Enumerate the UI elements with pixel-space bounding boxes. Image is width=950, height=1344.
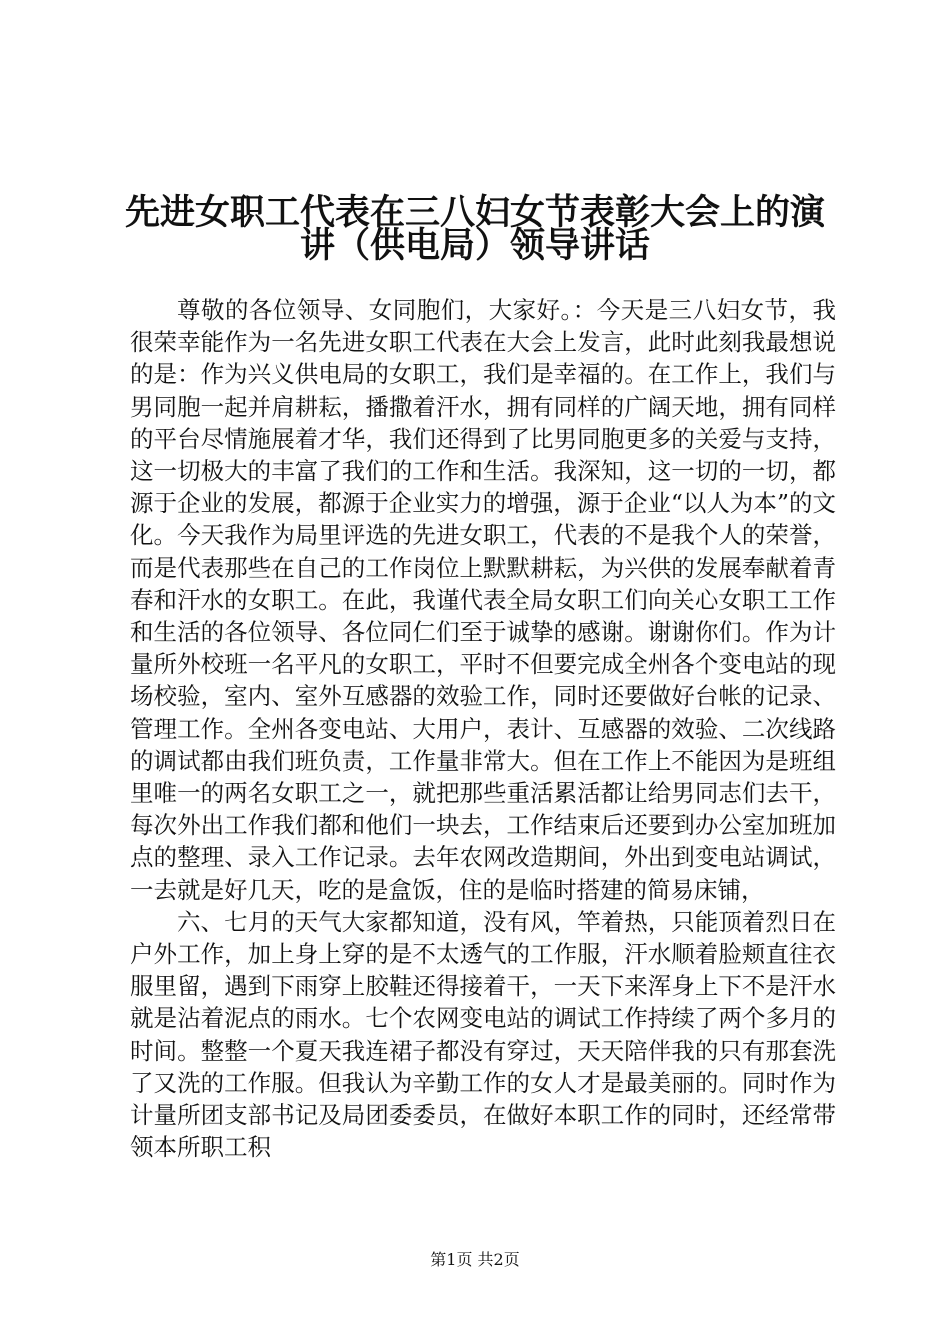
page-number-footer: 第1页 共2页	[430, 1250, 520, 1269]
body-paragraph-2: 六、七月的天气大家都知道，没有风，竿着热，只能顶着烈日在户外工作，加上身上穿的是不太透气的工作服，汗水顺着脸颊直往衣服里留，遇到下雨穿上胶鞋还得接着干，一天下来浑身上下不是汗水就是沾着泥点的雨水。七个农网变电站的调试工作持续了两个多月的时间。整整一个夏天我连裙子都没有穿过，天天陪伴我的只有那套洗了又洗的工作服。但我认为辛勤工作的女人才是最美丽的。同时作为计量所团支部书记及局团委委员，在做好本职工作的同时，还经常带领本所职工积	[130, 907, 836, 1162]
body-paragraph-1: 尊敬的各位领导、女同胞们，大家好。：今天是三八妇女节，我很荣幸能作为一名先进女职工代表在大会上发言，此时此刻我最想说的是：作为兴义供电局的女职工，我们是幸福的。在工作上，我们与男同胞一起并肩耕耘，播撒着汗水，拥有同样的广阔天地，拥有同样的平台尽情施展着才华，我们还得到了比男同胞更多的关爱与支持，这一切极大的丰富了我们的工作和生活。我深知，这一切的一切，都源于企业的发展，都源于企业实力的增强，源于企业“以人为本”的文化。今天我作为局里评选的先进女职工，代表的不是我个人的荣誉，而是代表那些在自己的工作岗位上默默耕耘，为兴供的发展奉献着青春和汗水的女职工。在此，我谨代表全局女职工们向关心女职工工作和生活的各位领导、各位同仁们至于诚挚的感谢。谢谢你们。作为计量所外校班一名平凡的女职工，平时不但要完成全州各个变电站的现场校验，室内、室外互感器的效验工作，同时还要做好台帐的记录、管理工作。全州各变电站、大用户，表计、互感器的效验、二次线路的调试都由我们班负责，工作量非常大。但在工作上不能因为是班组里唯一的两名女职工之一，就把那些重活累活都让给男同志们去干，每次外出工作我们都和他们一块去，工作结束后还要到办公室加班加点的整理、录入工作记录。去年农网改造期间，外出到变电站调试，一去就是好几天，吃的是盒饭，住的是临时搭建的简易床铺，	[130, 296, 836, 904]
document-title-line-2: 讲（供电局）领导讲话	[299, 225, 650, 266]
document-body	[130, 294, 836, 1163]
document-title-line-1: 先进女职工代表在三八妇女节表彰大会上的演	[124, 192, 825, 233]
